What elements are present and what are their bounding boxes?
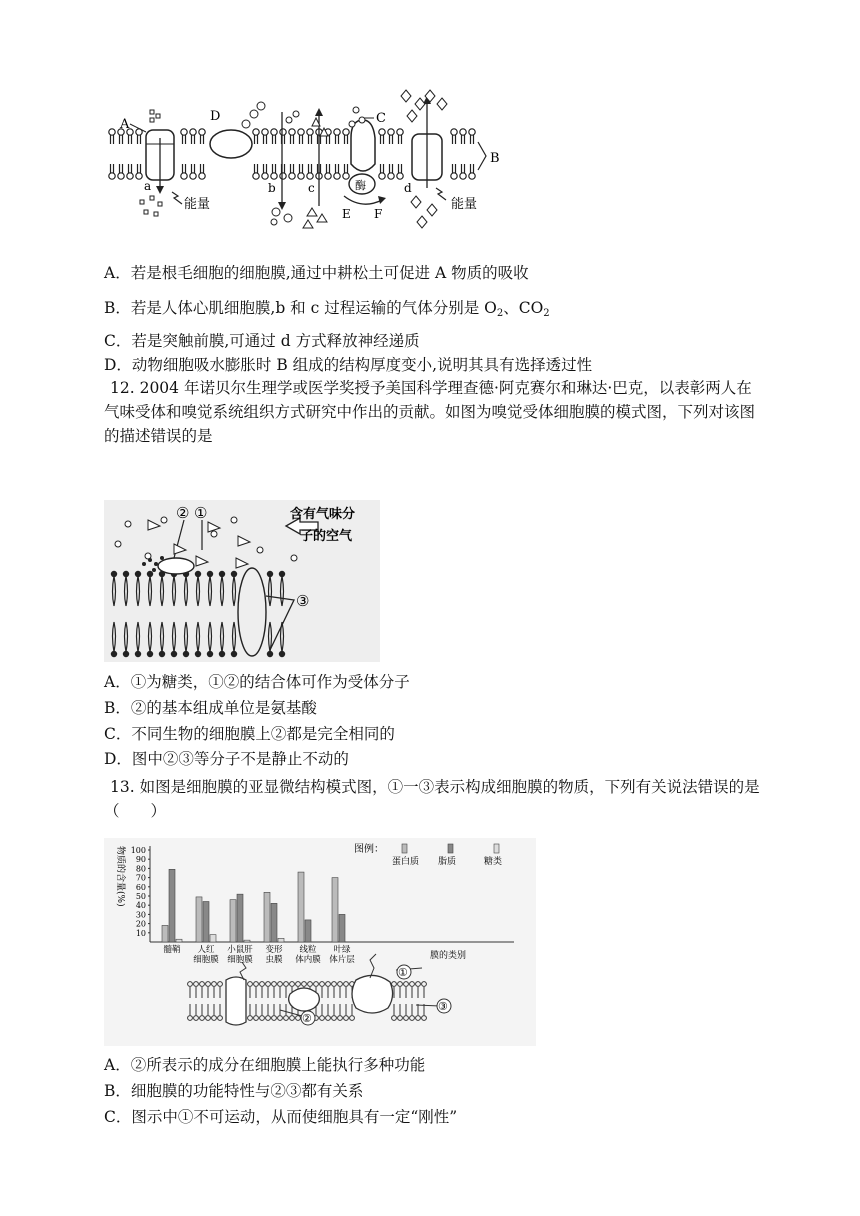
olf-label-1: ① xyxy=(194,504,208,522)
chart-category-label: 细胞膜 xyxy=(193,955,219,965)
olf-air-label-line2: 子的空气 xyxy=(300,529,353,544)
chart-legend-label: 糖类 xyxy=(484,857,503,867)
membrane-composition-chart xyxy=(104,838,536,1046)
q11-option-b-sub1: 2 xyxy=(496,308,504,319)
olfactory-membrane-figure xyxy=(104,500,380,662)
chart-legend-swatch xyxy=(448,844,453,853)
label-a-upper: A xyxy=(120,117,130,132)
chart-ytick-label: 50 xyxy=(135,892,146,901)
chart-category-label: 人红 xyxy=(197,945,215,955)
q11-option-b-sub2: 2 xyxy=(543,308,550,319)
chart-ytick-label: 30 xyxy=(135,910,146,920)
chart-ytick-label: 20 xyxy=(135,919,146,929)
label-e: E xyxy=(342,207,351,221)
q12-option-d: D．图中②③等分子不是静止不动的 xyxy=(104,750,349,768)
chart-ylabel: 物质的含量(%) xyxy=(115,846,125,907)
label-c-upper: C xyxy=(376,111,386,126)
chart-category-label: 体片层 xyxy=(329,955,355,965)
membrane-label-2: ② xyxy=(302,1012,312,1025)
label-enzyme: 酶 xyxy=(355,179,366,192)
chart-category-label: 髓鞘 xyxy=(163,945,181,955)
label-f: F xyxy=(374,207,383,221)
chart-bar xyxy=(332,878,338,942)
q13-option-c: C．图示中①不可运动，从而使细胞具有一定“刚性” xyxy=(104,1108,458,1126)
transport-membrane-figure xyxy=(106,88,506,234)
olf-label-3: ③ xyxy=(296,592,310,610)
chart-ytick-label: 100 xyxy=(130,846,146,855)
chart-category-label: 细胞膜 xyxy=(227,955,253,965)
chart-bar xyxy=(230,900,236,942)
q11-option-a: A．若是根毛细胞的细胞膜,通过中耕松土可促进 A 物质的吸收 xyxy=(104,264,529,282)
chart-bar xyxy=(339,914,345,942)
q13-stem-text: 13. 如图是细胞膜的亚显微结构模式图，①一③表示构成细胞膜的物质，下列有关说法错误的是（ ） xyxy=(104,778,760,820)
chart-legend-label: 蛋白质 xyxy=(392,857,420,867)
q13-option-b: B．细胞膜的功能特性与②③都有关系 xyxy=(104,1082,364,1100)
chart-bar xyxy=(203,902,209,942)
chart-category-label: 叶绿 xyxy=(333,945,351,955)
q11-option-b xyxy=(104,298,550,324)
chart-category-label: 线粒 xyxy=(299,945,317,955)
chart-bar xyxy=(162,925,168,942)
q11-option-d: D．动物细胞吸水膨胀时 B 组成的结构厚度变小,说明其具有选择透过性 xyxy=(104,356,593,374)
chart-xlabel: 膜的类别 xyxy=(430,951,467,961)
chart-category-label: 变形 xyxy=(265,945,283,955)
chart-ytick-label: 80 xyxy=(135,864,146,874)
label-energy-left: 能量 xyxy=(184,197,211,212)
q13-stem xyxy=(104,775,764,823)
q11-option-b-mid: 、CO xyxy=(503,299,544,317)
chart-bar xyxy=(169,869,175,942)
chart-bar xyxy=(305,920,311,942)
q13-option-a: A．②所表示的成分在细胞膜上能执行多种功能 xyxy=(104,1056,426,1074)
chart-bar xyxy=(298,872,304,942)
chart-category-label: 小鼠肝 xyxy=(227,945,253,955)
q11-option-c: C．若是突触前膜,可通过 d 方式释放神经递质 xyxy=(104,332,420,350)
chart-legend-swatch xyxy=(402,844,407,853)
label-c-lower: c xyxy=(308,181,315,195)
chart-ytick-label: 90 xyxy=(135,855,146,865)
q12-option-c: C．不同生物的细胞膜上②都是完全相同的 xyxy=(104,725,395,743)
chart-ytick-label: 40 xyxy=(135,901,146,911)
chart-bar xyxy=(264,892,270,942)
chart-ytick-label: 60 xyxy=(135,882,146,892)
q12-stem xyxy=(104,376,764,448)
chart-ytick-label: 10 xyxy=(135,928,146,938)
label-d-lower: d xyxy=(404,181,412,195)
chart-ytick-label: 70 xyxy=(135,873,146,883)
q12-option-b: B．②的基本组成单位是氨基酸 xyxy=(104,699,317,717)
chart-category-label: 虫膜 xyxy=(265,955,283,965)
chart-category-label: 体内膜 xyxy=(295,955,321,965)
q11-option-b-pre: B．若是人体心肌细胞膜,b 和 c 过程运输的气体分别是 O xyxy=(104,299,497,317)
membrane-protein-mid xyxy=(289,988,320,1011)
label-b-lower: b xyxy=(268,181,276,195)
chart-bar xyxy=(176,939,182,942)
protein-d xyxy=(210,130,252,158)
chart-bar xyxy=(196,897,202,942)
olf-air-label-line1: 含有气味分 xyxy=(290,507,356,522)
chart-legend-label: 脂质 xyxy=(438,857,457,867)
receptor-protein xyxy=(158,558,194,574)
label-d-upper: D xyxy=(210,109,221,124)
olf-label-2: ② xyxy=(176,504,190,522)
chart-bar xyxy=(244,940,250,942)
chart-bar xyxy=(210,935,216,942)
label-energy-right: 能量 xyxy=(451,197,478,212)
chart-legend-title: 图例： xyxy=(354,844,384,855)
membrane-protein-right xyxy=(352,975,393,1013)
label-b-upper: B xyxy=(490,151,500,166)
chart-bar xyxy=(237,894,243,942)
chart-bar xyxy=(278,938,284,942)
q12-option-a: A．①为糖类，①②的结合体可作为受体分子 xyxy=(104,673,410,691)
chart-bar xyxy=(271,903,277,942)
membrane-label-1: ① xyxy=(398,966,408,979)
label-a-lower: a xyxy=(144,179,152,193)
channel-protein-3 xyxy=(238,568,266,656)
carrier-protein xyxy=(351,120,375,171)
chart-legend-swatch xyxy=(494,844,499,853)
membrane-protein-left xyxy=(226,977,246,1025)
q12-stem-text: 12. 2004 年诺贝尔生理学或医学奖授予美国科学理查德·阿克赛尔和琳达·巴克，以表彰两人在气味受体和嗅觉系统组织方式研究中作出的贡献。如图为嗅觉受体细胞膜的模式图，下列对该图的描述错误的是 xyxy=(104,379,756,445)
membrane-label-3: ③ xyxy=(438,1000,448,1013)
